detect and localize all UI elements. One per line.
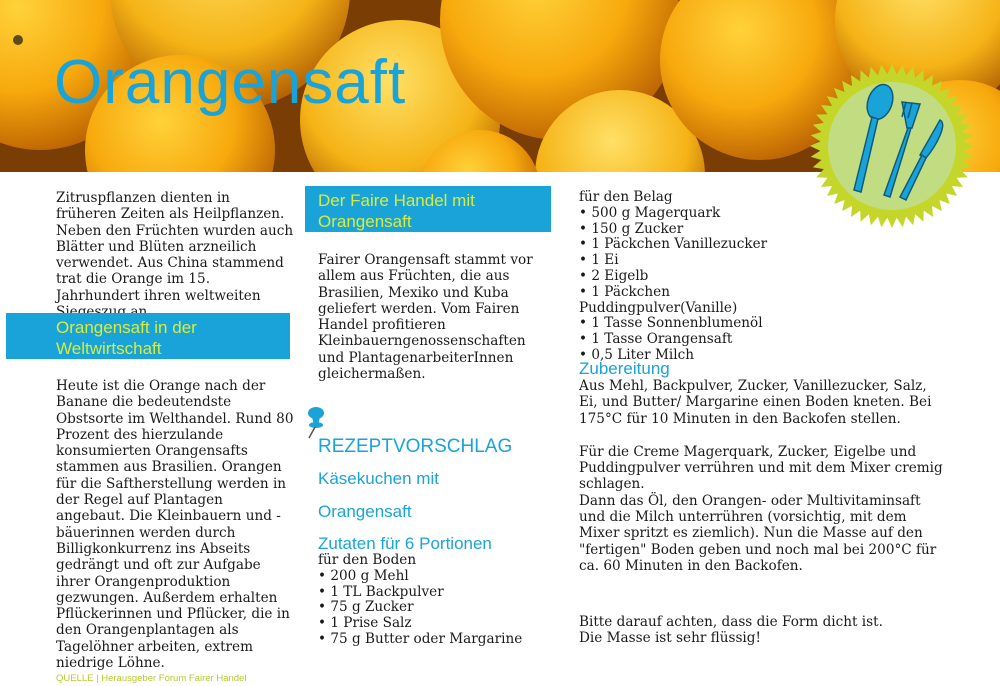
prep-paragraph-2: Für die Creme Magerquark, Zucker, Eigelbe und Puddingpulver verrühren und mit dem Mixer cremig schlagen.	[579, 443, 943, 493]
note-text	[579, 614, 944, 647]
list-item: • 0,5 Liter Milch	[579, 346, 694, 363]
list-item: • 1 Tasse Orangensaft	[579, 331, 733, 348]
intro-paragraph: Zitruspflanzen dienten in früheren Zeiten als Heilpflanzen. Neben den Früchten wurden auch Blätter und Blüten arzneilich verwendet. Aus China stammend trat die Orange im 15. Jahrhundert ihren weltweiten	[56, 190, 294, 304]
list-item: • 1 Ei	[579, 252, 619, 269]
list-item: • 1 Tasse Sonnenblumenöl	[579, 315, 763, 332]
base-ingredients	[318, 553, 558, 648]
list-item: • 200 g Mehl	[318, 567, 409, 584]
topping-ingredient-list	[579, 206, 824, 364]
recipe-heading: REZEPTVORSCHLAG	[318, 436, 513, 457]
cutlery-badge	[808, 62, 976, 230]
section-heading-weltwirtschaft: Orangensaft in der Weltwirtschaft	[56, 318, 197, 358]
source-credit: QUELLE | Herausgeber Forum Fairer Handel	[56, 673, 247, 684]
pushpin-icon	[303, 405, 327, 439]
list-item: • 2 Eigelb	[579, 267, 649, 284]
list-item: • 1 Päckchen Vanillezucker	[579, 236, 768, 253]
column-2	[318, 252, 550, 382]
heading-bar-fairer-handel	[305, 186, 551, 232]
list-item: • 150 g Zucker	[579, 220, 684, 237]
list-item: • 75 g Butter oder Margarine	[318, 630, 523, 647]
prep-paragraph-1: Aus Mehl, Backpulver, Zucker, Vanillezucker, Salz, Ei, und Butter/ Margarine einen Boden kneten. Bei 175°C für 10 Minuten in den Backofen stellen.	[579, 378, 932, 427]
column-1-body	[56, 378, 294, 671]
list-item: • 500 g Magerquark	[579, 204, 721, 221]
ingredients-heading: Zutaten für 6 Portionen	[318, 534, 492, 553]
topping-ingredients	[579, 190, 824, 364]
preparation-heading: Zubereitung	[579, 359, 670, 378]
list-item: • 1 Prise Salz	[318, 615, 412, 632]
base-label: für den Boden	[318, 552, 417, 568]
column-1	[56, 190, 294, 320]
list-item: • 75 g Zucker	[318, 599, 414, 616]
fairer-handel-paragraph: Fairer Orangensaft stammt vor allem aus Früchten, die aus Brasilien, Mexiko und Kuba geliefert werden. Vom Fairen Handel profitieren Kleinbauerngenossenschaften und PlantagenarbeiterInnen gleichermaßen.	[318, 252, 533, 383]
list-item: • 1 TL Backpulver	[318, 583, 444, 600]
heading-bar-weltwirtschaft	[6, 313, 290, 359]
prep-paragraph-3: Dann das Öl, den Orangen- oder Multivitaminsaft und die Milch unterrühren (vorsichtig, mit dem Mixer spritzt es ziemlich). Nun die Masse auf den "fertigen" Boden geben und noch mal bei 200°C für ca. 60 Minuten in den Backofen.	[579, 492, 937, 574]
preparation-text	[579, 378, 944, 574]
note-line-1: Bitte darauf achten, dass die Form dicht ist.	[579, 614, 883, 630]
note-line-2: Die Masse ist sehr flüssig!	[579, 630, 761, 647]
recipe-name-line2: Orangensaft	[318, 502, 412, 521]
base-ingredient-list	[318, 569, 558, 648]
list-item: • 1 Päckchen Puddingpulver(Vanille)	[579, 283, 738, 316]
weltwirtschaft-paragraph: Heute ist die Orange nach der Banane die bedeutendste Obstsorte im Welthandel. Rund 80 Prozent des hierzulande konsumierten Orangensafts stammen aus Brasilien. Orangen für die Saftherstellung werden in der Regel auf Plantagen angebaut. Die Kleinbauern und - bäuerinnen werden durch Billigkonkurrenz ins Abseits gedrängt und oft zur Aufgabe ihrer Orangenproduktion gezwungen. Außerdem erhalten Pflückerinnen und Pflücker, die in den Orangenplantagen als Tagelöhner arbeiten, extrem niedrige Löhne.	[56, 378, 294, 672]
topping-label: für den Belag	[579, 189, 673, 205]
recipe-name-line1: Käsekuchen mit	[318, 469, 439, 488]
section-heading-fairer-handel: Der Faire Handel mit Orangensaft	[318, 191, 475, 231]
page-title: Orangensaft	[54, 48, 407, 117]
